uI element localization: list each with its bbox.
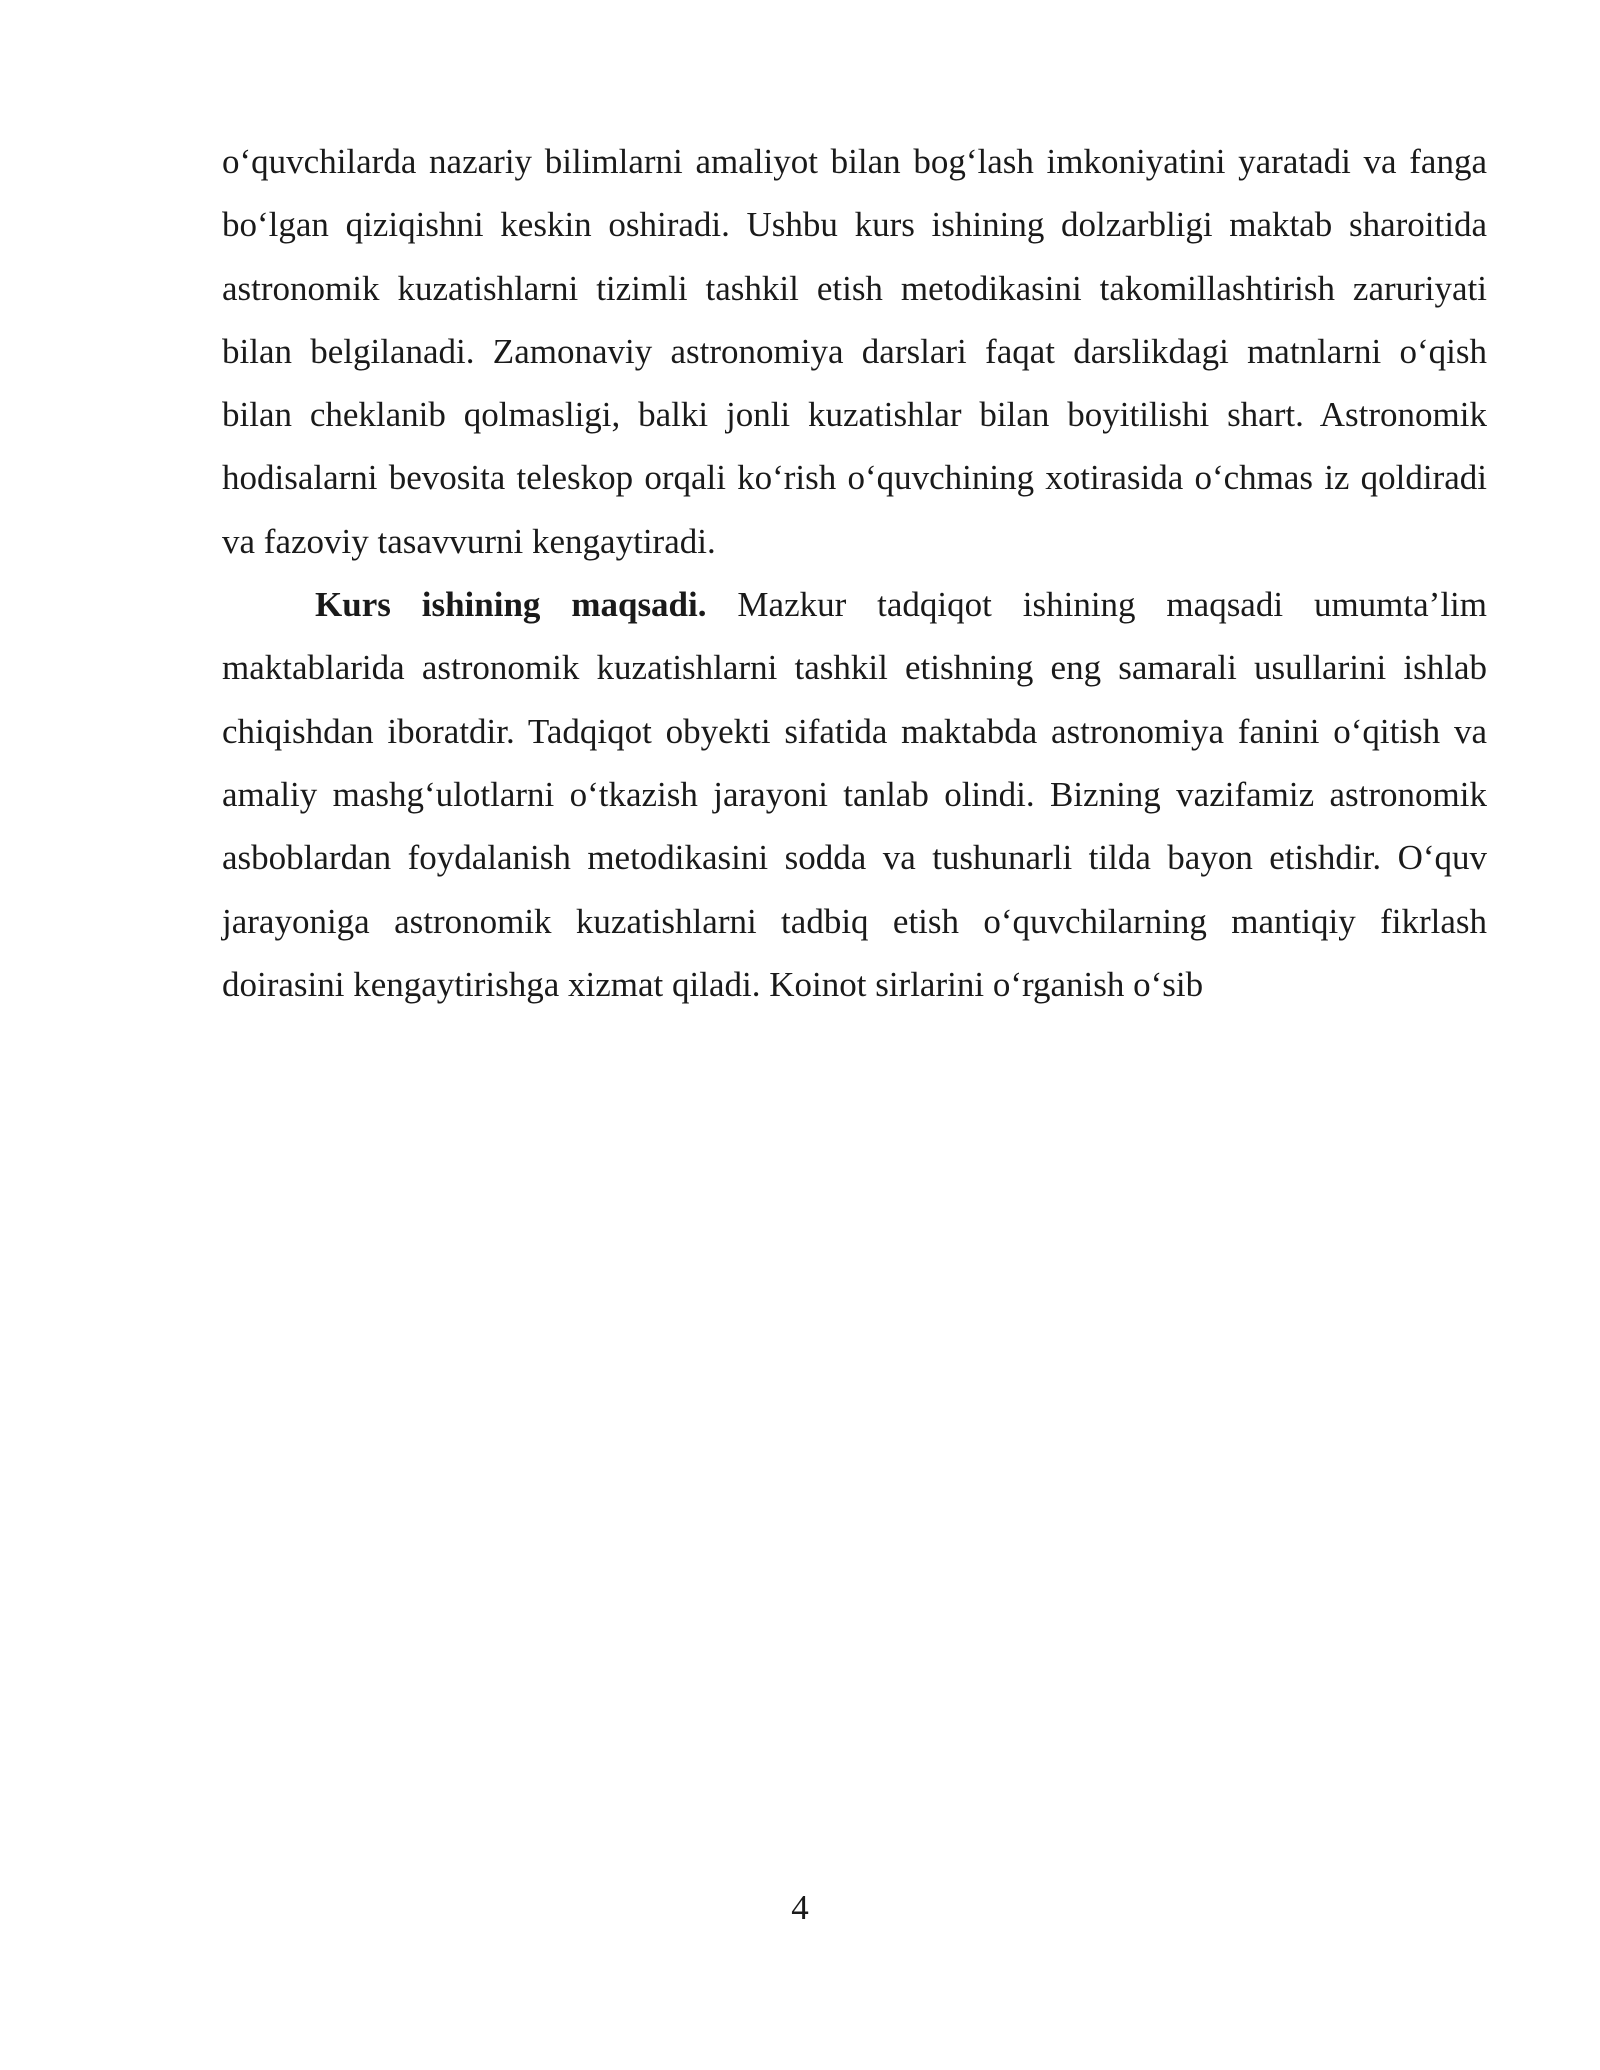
page-number: 4 [791,1888,809,1927]
body-text [222,130,1487,1016]
paragraph-goal [222,573,1487,1016]
section-heading-goal: Kurs ishining maqsadi. [315,585,707,625]
paragraph-relevance: o‘quvchilarda nazariy bilimlarni amaliyot bilan bog‘lash imkoniyatini yaratadi va fanga bo‘lgan qiziqishni keskin oshiradi. Ushbu kurs ishining dolzarbligi maktab sharoitida astronomik kuzatishlarni tizimli tashkil etish metodikasini takomillashtirish zaruriyati bilan belgilanadi. Zamonaviy astronomiya darslari faqat darslikdagi matnlarni o‘qish bilan cheklanib qolmasligi, balki jonli kuzatishlar bilan boyitilishi shart. Astronomik hodisalarni bevosita teleskop orqali ko‘rish o‘quvchining xotirasida o‘chmas iz qoldiradi va fazoviy tasavvurni kengaytiradi. [222,142,1487,561]
paragraph-goal-text: Mazkur tadqiqot ishining maqsadi umumta’lim maktablarida astronomik kuzatishlarni tashkil etishning eng samarali usullarini ishlab chiqishdan iboratdir. Tadqiqot obyekti sifatida maktabda astronomiya fanini o‘qitish va amaliy mashg‘ulotlarni o‘tkazish jarayoni tanlab olindi. Bizning vazifamiz astronomik asboblardan foydalanish metodikasini sodda va tushunarli tilda bayon etishdir. O‘quv jarayoniga astronomik kuzatishlarni tadbiq etish o‘quvchilarning mantiqiy fikrlash doirasini kengaytirishga xizmat qiladi. Koinot sirlarini o‘rganish o‘sib [222,585,1487,1004]
